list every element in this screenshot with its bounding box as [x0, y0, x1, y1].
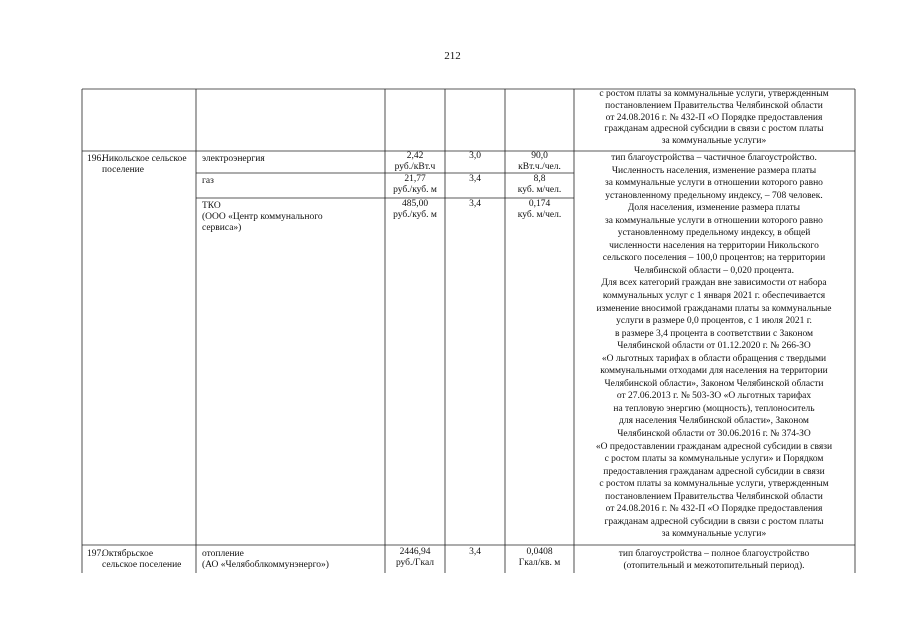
note-line: Челябинской области от 30.06.2016 г. № 374-ЗО [617, 429, 811, 440]
note-line: Для всех категорий граждан вне зависимости от набора [601, 278, 827, 289]
note-line: «О предоставлении гражданам адресной субсидии в связи [595, 441, 833, 452]
note-line: сельского поселения – 100,0 процентов; на территории [602, 253, 826, 264]
note-line: изменение вносимой гражданами платы за коммунальные [596, 303, 832, 314]
note-line: услуги в размере 0,0 процентов, с 1 июля 2021 г. [616, 316, 812, 327]
norm-number: 90,0 [531, 151, 548, 161]
service-name-line: (ООО «Центр коммунального [202, 212, 323, 222]
note-line: Челябинской области – 0,020 процента. [634, 265, 794, 276]
note-line: постановлением Правительства Челябинской области [605, 491, 823, 502]
note-line: установленному предельному индексу, в общей [617, 228, 811, 239]
note-line: коммунальных услуг с 1 января 2021 г. обеспечивается [602, 291, 826, 302]
note-line: за коммунальные услуги в отношении которого равно [605, 215, 823, 226]
norm-value [505, 151, 574, 173]
settlement-name [90, 549, 181, 571]
norm-number: 0,174 [528, 199, 551, 209]
index-value: 3,0 [469, 151, 481, 161]
note-line: численности населения на территории Никольского [609, 240, 819, 251]
note-line: с ростом платы за коммунальные услуги, утвержденным [599, 479, 829, 490]
tariff-number: 2446,94 [399, 547, 431, 557]
tariff-unit: руб./куб. м [393, 185, 437, 195]
service-name: электроэнергия [202, 154, 265, 164]
tariff-number: 2,42 [406, 151, 424, 161]
settlement-name-line: Никольское сельское [102, 154, 187, 164]
row196-note [574, 152, 854, 541]
note-line: от 24.08.2016 г. № 432-П «О Порядке предоставления [605, 112, 823, 123]
note-line: с ростом платы за коммунальные услуги, утвержденным [599, 89, 829, 99]
settlement-name-line: сельское поселение [102, 560, 182, 570]
index-value: 3,4 [469, 199, 481, 209]
note-line: гражданам адресной субсидии в связи с ростом платы [604, 124, 824, 135]
norm-unit: кВт.ч./чел. [518, 162, 561, 172]
tariff-number: 485,00 [401, 199, 429, 209]
note-line: Численность населения, изменение размера платы [611, 165, 817, 176]
tariff-value [385, 199, 445, 221]
norm-value [505, 547, 574, 569]
service-name-line: отопление [202, 549, 244, 559]
service-name-line: ТКО [202, 201, 221, 211]
note-line: Доля населения, изменение размера платы [627, 203, 801, 214]
note-line: Челябинской области от 01.12.2020 г. № 266-ЗО [617, 341, 811, 352]
page-number: 212 [444, 50, 461, 62]
note-line: в размере 3,4 процента в соответствии с Законом [614, 328, 814, 339]
norm-unit: куб. м/чел. [517, 210, 562, 220]
service-name-line: сервиса») [202, 223, 242, 233]
norm-value [505, 199, 574, 221]
norm-number: 0,0408 [526, 547, 553, 557]
note-line: установленному предельному индексу, – 708 человек. [605, 190, 823, 201]
note-line: от 27.06.2013 г. № 503-ЗО «О льготных тарифах [616, 391, 812, 402]
index-value: 3,4 [469, 174, 481, 184]
settlement-name-line: Октябрьское [102, 549, 154, 559]
tariff-value [385, 151, 445, 173]
tariff-unit: руб./кВт.ч [394, 162, 436, 172]
settlement-name [90, 154, 187, 176]
note-line: тип благоустройства – полное благоустройство [618, 549, 810, 559]
norm-value [505, 174, 574, 196]
tariff-value [385, 547, 445, 569]
tariff-unit: руб./куб. м [393, 210, 437, 220]
note-line: (отопительный и межотопительный период). [623, 560, 805, 571]
service-name [202, 549, 329, 571]
norm-unit: куб. м/чел. [517, 185, 562, 195]
tariff-unit: руб./Гкал [395, 558, 435, 568]
row-number: 197. [87, 549, 104, 559]
note-line: для населения Челябинской области», Законом [619, 416, 809, 427]
note-line: Челябинской области», Законом Челябинской области [604, 378, 824, 389]
note-line: с ростом платы за коммунальные услуги» и Порядком [604, 454, 824, 465]
norm-unit: Гкал/кв. м [518, 558, 561, 568]
top-note [574, 89, 854, 148]
note-line: коммунальными отходами для населения на территории [600, 366, 828, 377]
note-line: на тепловую энергию (мощность), теплоноситель [613, 403, 815, 414]
note-line: за коммунальные услуги в отношении которого равно [605, 178, 823, 189]
tariff-value [385, 174, 445, 196]
service-name: газ [202, 176, 214, 186]
tariff-number: 21,77 [404, 174, 426, 184]
note-line: гражданам адресной субсидии в связи с ростом платы [604, 516, 824, 527]
note-line: за коммунальные услуги» [661, 529, 767, 540]
service-name [202, 201, 323, 234]
note-line: от 24.08.2016 г. № 432-П «О Порядке предоставления [605, 504, 823, 515]
note-line: «О льготных тарифах в области обращения с твердыми [601, 353, 827, 364]
note-line: за коммунальные услуги» [661, 136, 767, 147]
row197-note [574, 549, 854, 573]
note-line: тип благоустройства – частичное благоустройство. [611, 153, 817, 163]
row-number: 196. [87, 154, 104, 164]
note-line: предоставления гражданам адресной субсидии в связи [603, 466, 825, 477]
index-value: 3,4 [469, 547, 481, 557]
note-line: постановлением Правительства Челябинской области [605, 100, 823, 111]
service-name-line: (АО «Челябоблкоммунэнерго») [202, 560, 329, 570]
settlement-name-line: поселение [102, 165, 144, 175]
norm-number: 8,8 [533, 174, 546, 184]
